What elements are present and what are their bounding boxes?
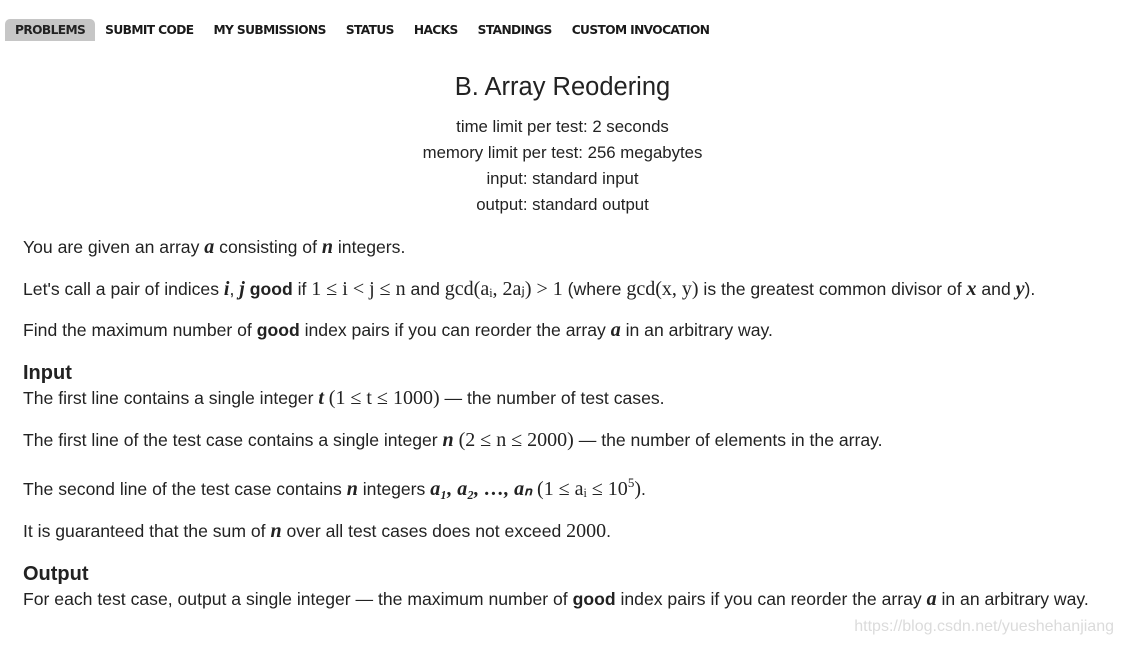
math-gcd-xy: gcd(x, y)	[626, 278, 699, 300]
math-index-inequality: 1 ≤ i < j ≤ n	[311, 278, 406, 300]
math-x: x	[966, 278, 977, 300]
nav-tab-custom-invocation[interactable]: CUSTOM INVOCATION	[571, 22, 710, 37]
math-a: a	[204, 236, 215, 258]
output-heading: Output	[23, 563, 89, 585]
math-t-range: (1 ≤ t ≤ 1000)	[328, 387, 440, 409]
math-gcd-condition: gcd(aᵢ, 2aⱼ) > 1	[444, 278, 563, 300]
math-a-sequence: a₁, a₂, …, aₙ	[430, 478, 533, 500]
math-n: n	[270, 520, 282, 542]
watermark: https://blog.csdn.net/yueshehanjiang	[854, 618, 1114, 635]
time-limit: time limit per test: 2 seconds	[456, 117, 669, 136]
input-line-3: The second line of the test case contains n integers a₁, a₂, …, aₙ (1 ≤ aᵢ ≤ $10^5$).	[23, 475, 646, 500]
problem-header	[0, 70, 1123, 218]
math-sum-limit: 2000	[566, 520, 607, 542]
good-keyword: good	[256, 320, 300, 340]
math-a: a	[610, 319, 621, 341]
math-n: n	[346, 478, 358, 500]
nav-tab-status[interactable]: STATUS	[345, 22, 394, 37]
math-n: n	[321, 236, 333, 258]
math-a: a	[926, 588, 937, 610]
nav-tab-hacks[interactable]: HACKS	[413, 22, 458, 37]
good-keyword: good	[572, 589, 616, 609]
output-line-1: For each test case, output a single integer — the maximum number of good index pairs if you can reorder the array a in an arbitrary way.	[23, 588, 1089, 610]
nav-tab-my-submissions[interactable]: MY SUBMISSIONS	[213, 22, 326, 37]
math-j: j	[239, 278, 245, 300]
math-i: i	[223, 278, 230, 300]
input-type: input: standard input	[486, 169, 639, 188]
nav-tab-problems[interactable]: PROBLEMS	[5, 19, 95, 41]
statement-paragraph-1: You are given an array a consisting of n integers.	[23, 236, 406, 258]
math-n-range: (2 ≤ n ≤ 2000)	[458, 429, 574, 451]
problem-limits	[0, 114, 1123, 218]
math-t: t	[318, 387, 324, 409]
math-exponent: 5	[627, 475, 635, 490]
math-a-range: (1 ≤ aᵢ ≤ $10^5$)	[537, 475, 641, 500]
math-n: n	[442, 429, 454, 451]
problem-statement	[23, 234, 1103, 613]
memory-limit: memory limit per test: 256 megabytes	[422, 143, 703, 162]
input-line-4: It is guaranteed that the sum of n over all test cases does not exceed 2000.	[23, 520, 612, 542]
nav-tab-standings[interactable]: STANDINGS	[477, 22, 552, 37]
input-line-1: The first line contains a single integer t (1 ≤ t ≤ 1000) — the number of test cases.	[23, 387, 665, 409]
math-y: y	[1015, 278, 1025, 300]
input-line-2: The first line of the test case contains a single integer n (2 ≤ n ≤ 2000) — the number of elements in the array.	[23, 429, 883, 451]
input-heading: Input	[23, 362, 72, 384]
output-type: output: standard output	[476, 195, 649, 214]
problem-title: B. Array Reodering	[454, 73, 671, 101]
good-keyword: good	[249, 279, 293, 299]
problem-nav-bar	[5, 18, 719, 41]
nav-tab-submit-code[interactable]: SUBMIT CODE	[105, 22, 194, 37]
statement-paragraph-3: Find the maximum number of good index pairs if you can reorder the array a in an arbitrary way.	[23, 319, 773, 341]
statement-paragraph-2: Let's call a pair of indices i, j good if 1 ≤ i < j ≤ n and gcd(aᵢ, 2aⱼ) > 1 (where gcd(x, y) is the greatest common divisor of x and y).	[23, 278, 1036, 300]
